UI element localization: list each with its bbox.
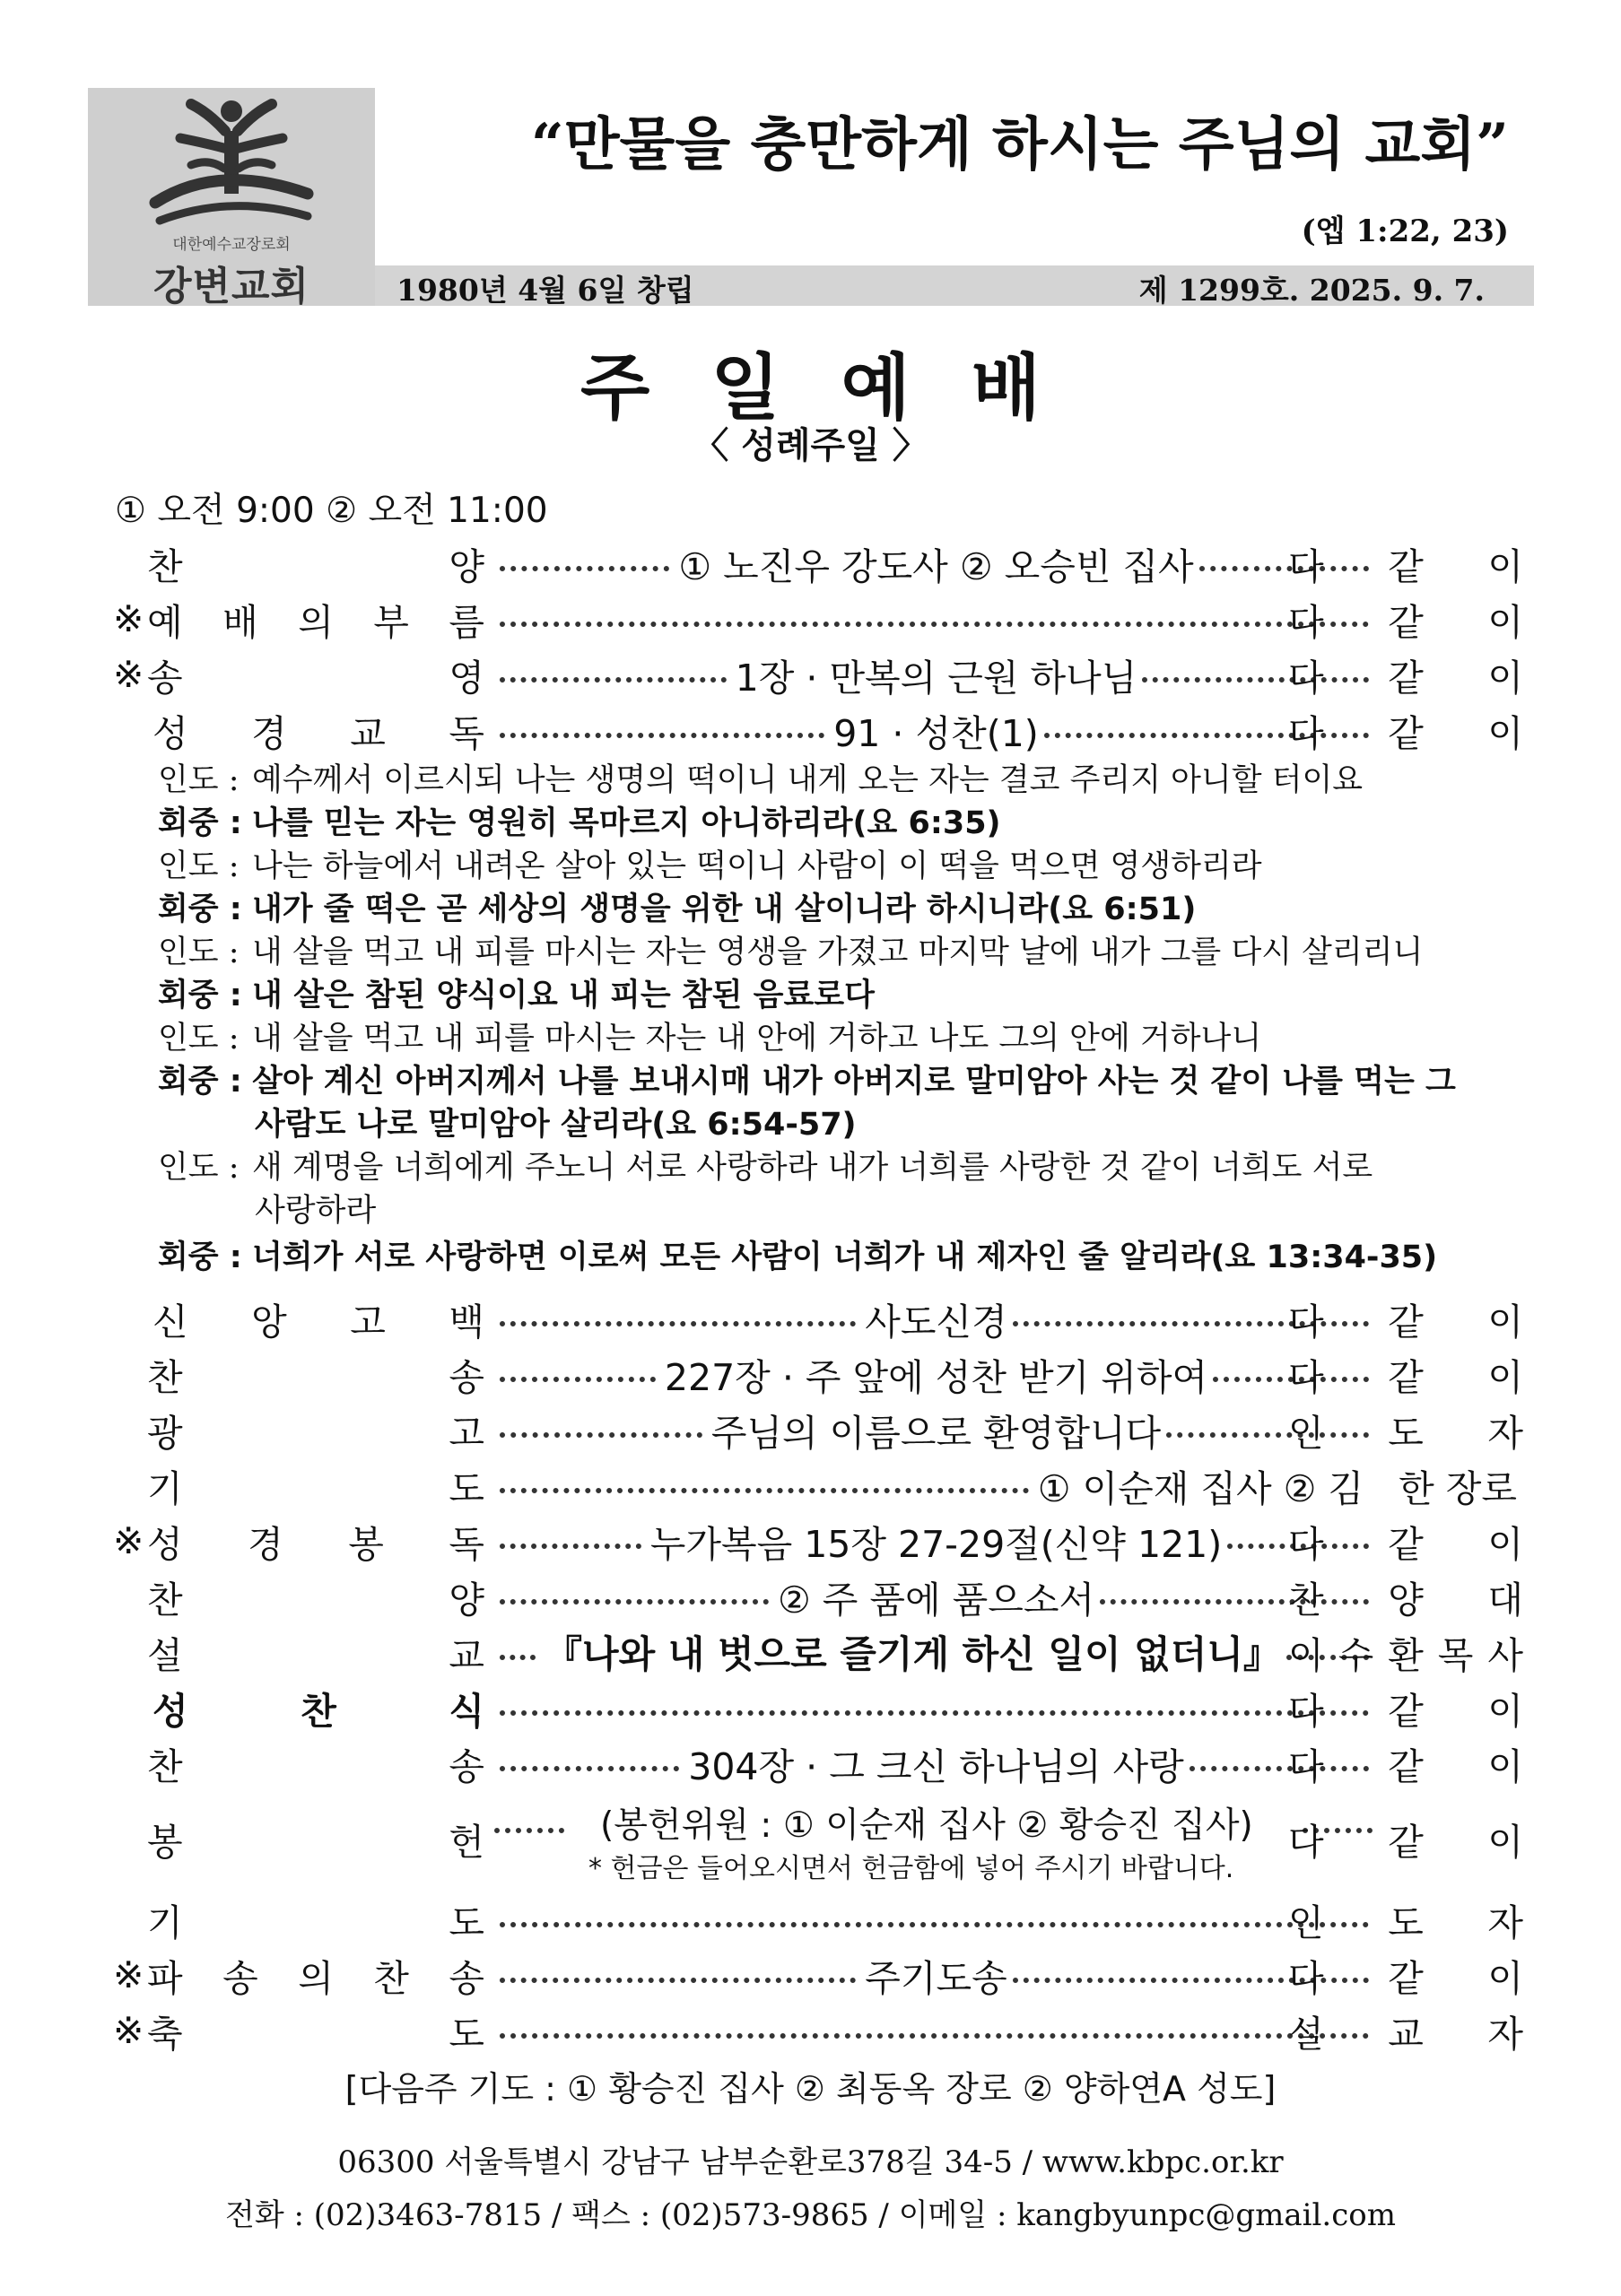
leader-char: 인: [1288, 1411, 1324, 1455]
label-char: 성: [153, 1689, 188, 1733]
leader-char: 사: [1487, 1633, 1523, 1677]
order-leader: [1288, 594, 1523, 644]
leader-char: 다: [1288, 1820, 1324, 1864]
service-times: ① 오전 9:00 ② 오전 11:00: [115, 491, 548, 531]
order-label: [147, 594, 484, 644]
reading-leader: [158, 845, 1517, 888]
order-leader: [1288, 1813, 1523, 1864]
order-item-text: 누가복음 15장 27-29절(신약 121): [649, 1522, 1223, 1566]
order-label: [147, 1683, 484, 1733]
offering-content: [494, 1794, 1378, 1883]
reading-text: 내가 줄 떡은 곧 세상의 생명을 위한 내 살이니라 하시니라(요 6:51): [252, 891, 1197, 927]
order-leader: [1288, 705, 1523, 755]
leader-char: 다: [1288, 1744, 1324, 1788]
leader-char: 같: [1388, 1744, 1424, 1788]
label-char: 교: [449, 1633, 484, 1677]
reading-text: 나는 하늘에서 내려온 살아 있는 떡이니 사람이 이 떡을 먹으면 영생하리라: [252, 848, 1262, 884]
order-label: [147, 1516, 484, 1566]
reading-leader: [158, 1146, 1517, 1232]
leader-char: 같: [1388, 656, 1424, 700]
order-row: [113, 538, 1523, 588]
order-label: [147, 1460, 484, 1510]
label-char: 앙: [251, 1300, 287, 1344]
order-leader: [1288, 1349, 1523, 1399]
reading-leader: [158, 1017, 1517, 1060]
church-logo-box: [88, 88, 375, 309]
label-char: 경: [251, 711, 287, 755]
order-row: [113, 1405, 1523, 1455]
label-char: 광: [147, 1411, 183, 1455]
order-label: [147, 2005, 484, 2056]
issue-number: 제 1299호. 2025. 9. 7.: [1138, 273, 1485, 308]
label-char: 도: [449, 1900, 484, 1944]
speaker-label: 회중 :: [158, 1064, 242, 1100]
order-leader: [1288, 1571, 1523, 1622]
order-content: [494, 1460, 1517, 1510]
leader-char: 같: [1388, 1820, 1424, 1864]
label-char: 송: [222, 1956, 258, 2000]
order-leader: [1288, 1950, 1523, 2000]
label-char: 고: [350, 1300, 386, 1344]
order-leader: [1288, 1683, 1523, 1733]
order-row: [113, 1894, 1523, 1944]
label-char: 신: [153, 1300, 188, 1344]
order-label: [147, 1894, 484, 1944]
order-row: [113, 649, 1523, 700]
order-row: [113, 1349, 1523, 1399]
order-item-text: 주기도송: [865, 1956, 1007, 2000]
order-leader: [1288, 1405, 1523, 1455]
order-leader: [1288, 1738, 1523, 1788]
leader-char: 목: [1437, 1633, 1474, 1677]
leader-char: 이: [1487, 711, 1523, 755]
label-char: 의: [298, 1956, 334, 2000]
order-row-offering: [113, 1794, 1523, 1883]
order-item-text: 227장 · 주 앞에 성찬 받기 위하여: [664, 1355, 1208, 1399]
reading-leader: [158, 931, 1517, 974]
order-label: [147, 538, 484, 588]
page-title: 주일예배: [580, 346, 1102, 430]
label-char: 찬: [147, 1578, 183, 1622]
leader-char: 이: [1487, 656, 1523, 700]
reading-text: 내 살을 먹고 내 피를 마시는 자는 내 안에 거하고 나도 그의 안에 거하나니: [252, 1021, 1262, 1057]
label-char: 파: [147, 1956, 183, 2000]
order-content: [494, 1738, 1378, 1788]
speaker-label: 인도 :: [158, 935, 240, 970]
speaker-label: 회중 :: [158, 805, 242, 841]
order-leader: [1288, 1627, 1523, 1677]
order-content: [494, 594, 1378, 644]
order-label: [147, 1349, 484, 1399]
order-content: [494, 1683, 1378, 1733]
leader-char: 같: [1388, 1956, 1424, 2000]
church-motto: “만물을 충만하게 하시는 주님의 교회”: [530, 111, 1509, 178]
label-char: 축: [147, 2012, 183, 2056]
speaker-label: 회중 :: [158, 1239, 242, 1275]
order-row: [113, 705, 1523, 755]
church-address: 06300 서울특별시 강남구 남부순환로378길 34-5 / www.kbpc.or.kr: [337, 2144, 1284, 2180]
standing-mark: ※: [113, 597, 144, 640]
order-item-text: ① 노진우 강도사 ② 오승빈 집사: [678, 544, 1194, 588]
order-label: [147, 649, 484, 700]
label-char: 양: [449, 544, 484, 588]
founded-date: 1980년 4월 6일 창립: [397, 273, 694, 308]
order-row: [113, 594, 1523, 644]
label-char: 헌: [449, 1820, 484, 1864]
reading-congregation: [158, 888, 1517, 931]
order-label: [147, 1627, 484, 1677]
order-content: [494, 1405, 1378, 1455]
order-item-text: ① 이순재 집사 ② 김 한 장로: [1037, 1466, 1517, 1510]
offering-note: * 헌금은 들어오시면서 헌금함에 넣어 주시기 바랍니다.: [588, 1853, 1234, 1884]
speaker-label: 회중 :: [158, 891, 242, 927]
label-char: 설: [147, 1633, 183, 1677]
leader-char: 이: [1487, 1300, 1523, 1344]
leader-char: 다: [1288, 1956, 1324, 2000]
label-char: 식: [449, 1689, 484, 1733]
date-bar: [375, 265, 1534, 306]
label-char: 찬: [147, 1355, 183, 1399]
order-content: [494, 1950, 1378, 2000]
reading-text: 내 살을 먹고 내 피를 마시는 자는 영생을 가졌고 마지막 날에 내가 그를 다시 살리리니: [252, 935, 1424, 970]
order-label: [147, 1950, 484, 2000]
leader-char: 같: [1388, 1355, 1424, 1399]
leader-char: 같: [1388, 1300, 1424, 1344]
order-row: [113, 2005, 1523, 2056]
order-label: [147, 1813, 484, 1864]
label-char: 배: [222, 600, 258, 644]
label-char: 독: [449, 711, 484, 755]
label-char: 예: [147, 600, 183, 644]
label-char: 성: [147, 1522, 183, 1566]
order-content: [494, 1627, 1378, 1677]
label-char: 찬: [301, 1689, 336, 1733]
reading-congregation: [158, 974, 1517, 1017]
leader-char: 환: [1388, 1633, 1424, 1677]
order-leader: [1288, 2005, 1523, 2056]
reading-text-continued: 사람도 나로 말미암아 살리라(요 6:54-57): [255, 1107, 857, 1143]
label-char: 송: [449, 1355, 484, 1399]
bulletin-header: [88, 88, 1534, 309]
speaker-label: 회중 :: [158, 978, 242, 1013]
leader-char: 이: [1487, 1689, 1523, 1733]
leader-char: 다: [1288, 600, 1324, 644]
leader-char: 수: [1338, 1633, 1374, 1677]
label-char: 독: [449, 1522, 484, 1566]
leader-char: 같: [1388, 1522, 1424, 1566]
order-label: [147, 1571, 484, 1622]
order-content: [494, 1894, 1378, 1944]
label-char: 의: [298, 600, 334, 644]
reading-text: 살아 계신 아버지께서 나를 보내시매 내가 아버지로 말미암아 사는 것 같이 나를 먹는 그: [252, 1064, 1456, 1100]
leader-char: 같: [1388, 544, 1424, 588]
speaker-label: 인도 :: [158, 1021, 240, 1057]
leader-char: 도: [1388, 1900, 1424, 1944]
page-subtitle: 〈 성례주일 〉: [693, 425, 928, 466]
order-content: [494, 2005, 1378, 2056]
reading-text: 너희가 서로 사랑하면 이로써 모든 사람이 너희가 내 제자인 줄 알리라(요 13:34-35): [252, 1239, 1438, 1275]
order-content: [494, 1293, 1378, 1344]
label-char: 영: [449, 656, 484, 700]
leader-char: 같: [1388, 600, 1424, 644]
label-char: 찬: [147, 1744, 183, 1788]
order-label: [147, 1405, 484, 1455]
label-char: 송: [449, 1744, 484, 1788]
order-item-text: 1장 · 만복의 근원 하나님: [735, 656, 1137, 700]
order-content: [494, 1571, 1378, 1622]
order-row: [113, 1516, 1523, 1566]
order-row: [113, 1950, 1523, 2000]
reading-text: 나를 믿는 자는 영원히 목마르지 아니하리라(요 6:35): [252, 805, 1001, 841]
order-row: [113, 1738, 1523, 1788]
leader-char: 이: [1487, 1744, 1523, 1788]
standing-mark: ※: [113, 1953, 144, 1996]
label-char: 백: [449, 1300, 484, 1344]
reading-text: 내 살은 참된 양식이요 내 피는 참된 음료로다: [252, 978, 875, 1013]
leader-char: 대: [1487, 1578, 1523, 1622]
leader-char: 도: [1388, 1411, 1424, 1455]
leader-char: 같: [1388, 711, 1424, 755]
leader-char: 찬: [1288, 1578, 1324, 1622]
order-row: [113, 1627, 1523, 1677]
leader-char: 인: [1288, 1900, 1324, 1944]
leader-char: 다: [1288, 656, 1324, 700]
label-char: 도: [449, 1466, 484, 1510]
leader-char: 같: [1388, 1689, 1424, 1733]
order-content: [494, 1349, 1378, 1399]
denomination-name: 대한예수교장로회: [172, 236, 291, 254]
speaker-label: 인도 :: [158, 848, 240, 884]
standing-mark: ※: [113, 1519, 144, 1562]
reading-text: 새 계명을 너희에게 주노니 서로 사랑하라 내가 너희를 사랑한 것 같이 너희도 서로: [252, 1150, 1373, 1186]
motto-area: [375, 88, 1534, 265]
leader-char: 자: [1487, 1411, 1523, 1455]
order-item-text: 주님의 이름으로 환영합니다: [710, 1411, 1162, 1455]
leader-char: 다: [1288, 544, 1324, 588]
church-name: 강변교회: [153, 264, 309, 309]
leader-char: 다: [1288, 1300, 1324, 1344]
leader-char: 다: [1288, 1355, 1324, 1399]
leader-char: 자: [1487, 2012, 1523, 2056]
leader-char: 이: [1487, 544, 1523, 588]
order-label: [147, 1293, 484, 1344]
order-row: [113, 1460, 1523, 1510]
leader-char: 다: [1288, 1689, 1324, 1733]
order-leader: [1288, 538, 1523, 588]
order-item-text: 사도신경: [865, 1300, 1007, 1344]
standing-mark: ※: [113, 2009, 144, 2052]
speaker-label: 인도 :: [158, 1150, 240, 1186]
label-char: 기: [147, 1900, 183, 1944]
leader-char: 이: [1487, 600, 1523, 644]
leader-char: 이: [1487, 1522, 1523, 1566]
order-content: [494, 1516, 1378, 1566]
label-char: 교: [350, 711, 386, 755]
leader-char: 자: [1487, 1900, 1523, 1944]
leader-char: 이: [1487, 1820, 1523, 1864]
order-item-text: 91 · 성찬(1): [833, 711, 1039, 755]
label-char: 봉: [348, 1522, 384, 1566]
speaker-label: 인도 :: [158, 762, 240, 798]
order-leader: [1288, 1293, 1523, 1344]
leader-char: 이: [1487, 1956, 1523, 2000]
leader-char: 이: [1487, 1355, 1523, 1399]
offering-committee: (봉헌위원 : ① 이순재 집사 ② 황승진 집사): [600, 1805, 1253, 1846]
order-leader: [1288, 1894, 1523, 1944]
order-leader: [1288, 1516, 1523, 1566]
label-char: 양: [449, 1578, 484, 1622]
label-char: 찬: [147, 544, 183, 588]
leader-char: 이: [1288, 1633, 1324, 1677]
label-char: 송: [449, 1956, 484, 2000]
reading-congregation: [158, 802, 1517, 845]
reading-leader: [158, 759, 1517, 802]
label-char: 봉: [147, 1820, 183, 1864]
label-char: 부: [373, 600, 409, 644]
leader-char: 양: [1388, 1578, 1424, 1622]
next-week-prayer: [다음주 기도 : ① 황승진 집사 ② 최동옥 장로 ② 양하연A 성도]: [344, 2069, 1277, 2109]
leader-char: 교: [1388, 2012, 1424, 2056]
order-content: [494, 649, 1378, 700]
label-char: 송: [147, 656, 183, 700]
sermon-title: 『나와 내 벗으로 즐기게 하신 일이 없더니』: [545, 1632, 1281, 1676]
order-label: [147, 705, 484, 755]
standing-mark: ※: [113, 653, 144, 696]
label-char: 성: [153, 711, 188, 755]
order-leader: [1288, 649, 1523, 700]
label-char: 고: [449, 1411, 484, 1455]
reading-congregation: [158, 1236, 1517, 1279]
label-char: 름: [449, 600, 484, 644]
label-char: 도: [449, 2012, 484, 2056]
reading-text: 예수께서 이르시되 나는 생명의 떡이니 내게 오는 자는 결코 주리지 아니할 터이요: [252, 762, 1364, 798]
order-content: [494, 705, 1378, 755]
leader-char: 다: [1288, 711, 1324, 755]
order-row: [113, 1571, 1523, 1622]
label-char: 기: [147, 1466, 183, 1510]
reading-congregation: [158, 1060, 1517, 1146]
label-char: 경: [248, 1522, 283, 1566]
order-row: [113, 1293, 1523, 1344]
order-row: [113, 1683, 1523, 1733]
church-contact: 전화 : (02)3463-7815 / 팩스 : (02)573-9865 / 이메일 : kangbyunpc@gmail.com: [225, 2197, 1396, 2233]
order-label: [147, 1738, 484, 1788]
label-char: 찬: [373, 1956, 409, 2000]
motto-reference: (엡 1:22, 23): [1301, 213, 1509, 249]
order-item-text: ② 주 품에 품으소서: [777, 1578, 1095, 1622]
reading-text-continued: 사랑하라: [255, 1193, 377, 1229]
leader-char: 다: [1288, 1522, 1324, 1566]
church-logo-icon: [137, 95, 326, 230]
order-content: [494, 538, 1378, 588]
order-item-text: 304장 · 그 크신 하나님의 사랑: [688, 1744, 1184, 1788]
leader-char: 설: [1288, 2012, 1324, 2056]
